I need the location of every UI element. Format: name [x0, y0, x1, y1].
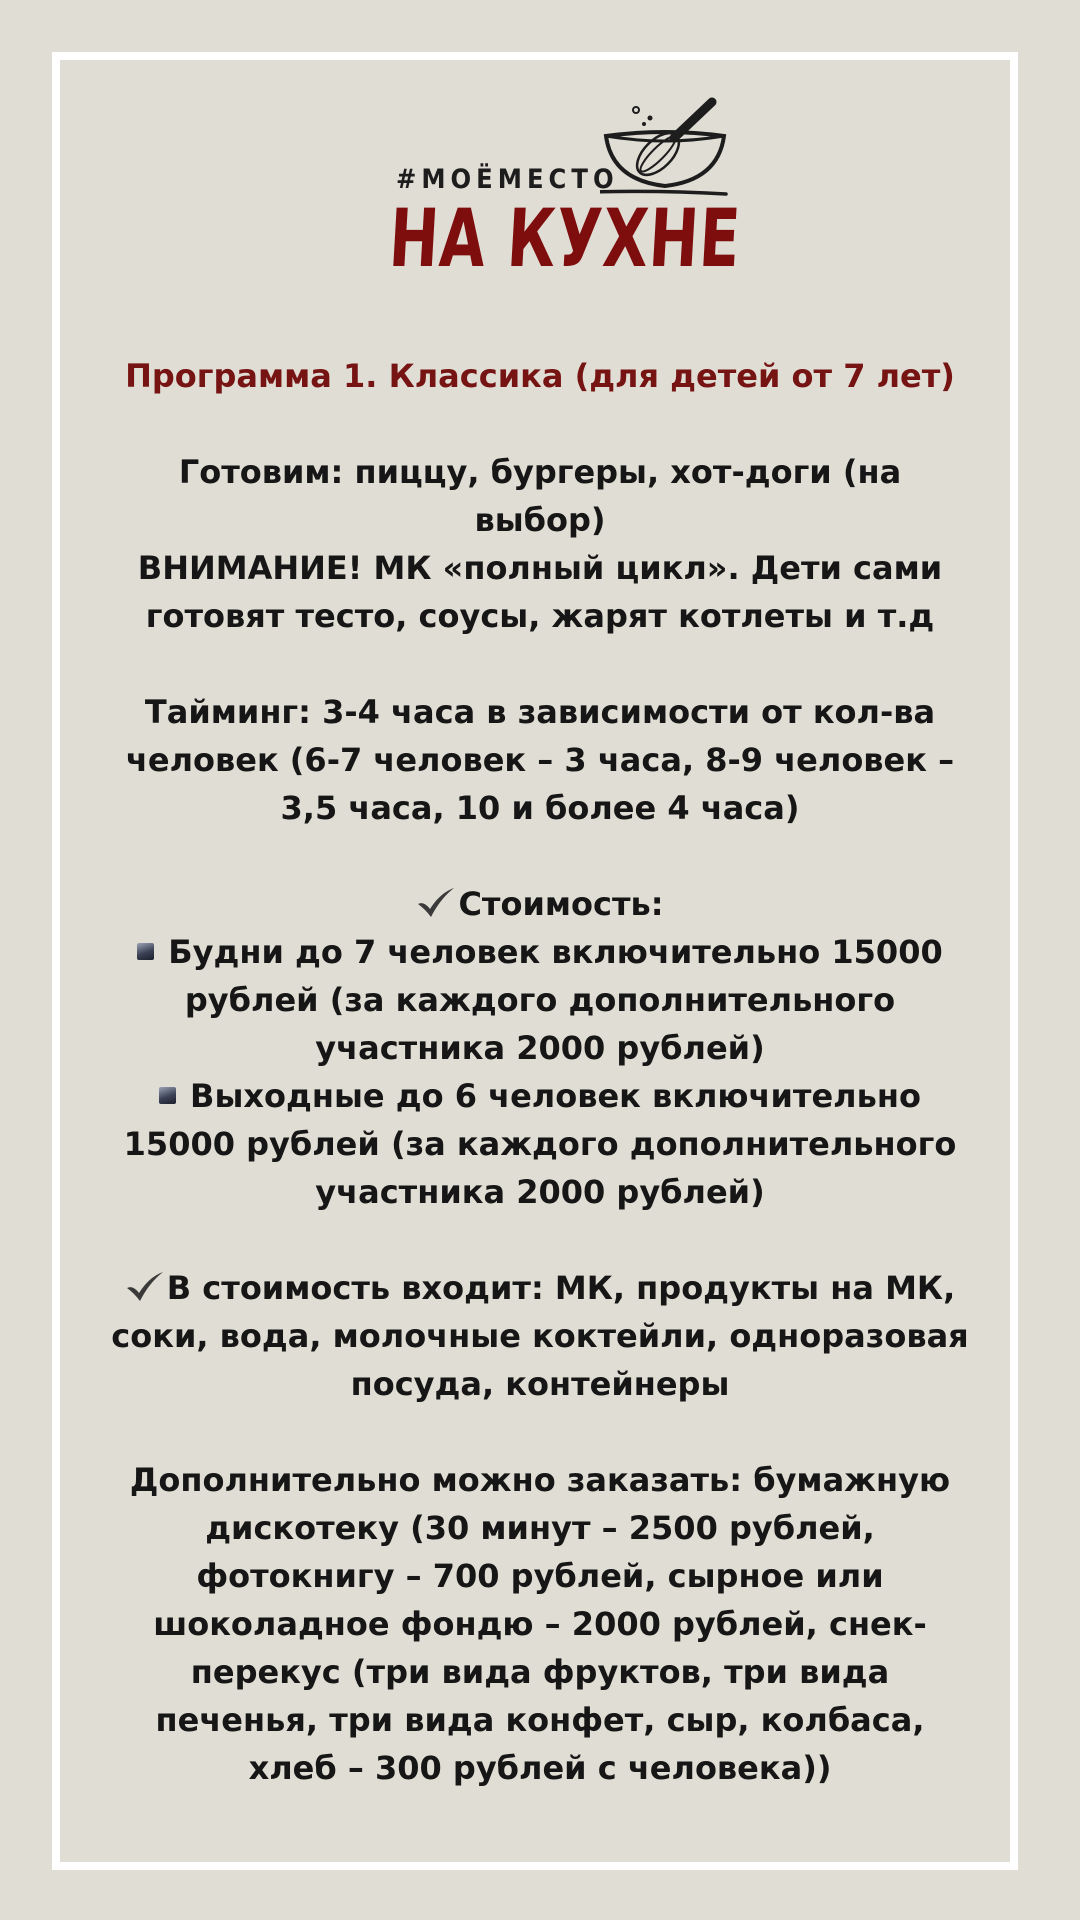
price-weekdays: Будни до 7 человек включительно 15000 рублей (за каждого дополнительного участника 2000 рублей): [168, 933, 943, 1067]
check-mark-icon: [416, 887, 456, 919]
logo-title: НА КУХНЕ: [386, 192, 744, 285]
logo: [380, 92, 744, 292]
timing-text: Тайминг: 3-4 часа в зависимости от кол-ва человек (6-7 человек – 3 часа, 8-9 человек – 3,5 часа, 10 и более 4 часа): [125, 693, 955, 827]
whisk-bowl-icon: [600, 92, 730, 202]
extras-text: Дополнительно можно заказать: бумажную дискотеку (30 минут – 2500 рублей, фотокнигу – 700 рублей, сырное или шоколадное фондю – 2000 рублей, снек-перекус (три вида фруктов, три вида печенья, три вида конфет, сыр, колбаса, хлеб – 300 рублей с человека)): [129, 1461, 951, 1787]
attention-line: ВНИМАНИЕ! МК «полный цикл». Дети сами готовят тесто, соусы, жарят котлеты и т.д: [137, 549, 943, 635]
program-content: [110, 352, 970, 1840]
logo-hashtag: #МОЁМЕСТО: [396, 164, 619, 195]
price-heading-row: [110, 880, 970, 928]
price-weekends-row: [110, 1072, 970, 1216]
included-row: [110, 1264, 970, 1408]
square-bullet-icon: [137, 943, 154, 960]
cook-line: Готовим: пиццу, бургеры, хот-доги (на выбор): [178, 453, 902, 539]
price-weekends: Выходные до 6 человек включительно 15000 рублей (за каждого дополнительного участника 2000 рублей): [123, 1077, 957, 1211]
square-bullet-icon: [159, 1087, 176, 1104]
program-title: Программа 1. Классика (для детей от 7 лет): [125, 357, 955, 395]
price-weekdays-row: [110, 928, 970, 1072]
included-text: В стоимость входит: МК, продукты на МК, соки, вода, молочные коктейли, одноразовая посуда, контейнеры: [111, 1269, 969, 1403]
check-mark-icon: [125, 1271, 165, 1303]
price-heading: Стоимость:: [458, 885, 664, 923]
cook-section: [110, 448, 970, 640]
included-section: [110, 1264, 970, 1408]
timing-section: [110, 688, 970, 832]
price-section: [110, 880, 970, 1216]
extras-section: [110, 1456, 970, 1792]
